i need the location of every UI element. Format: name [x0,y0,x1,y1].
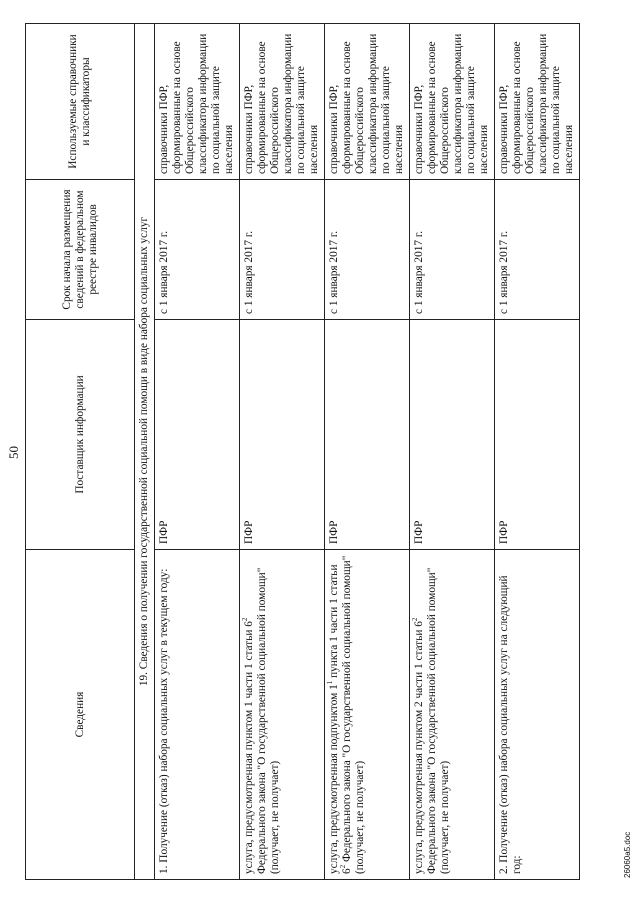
dictionary-cell: справочники ПФР, сформированные на основе Общероссийского классификатора информации по социальной защите населения [240,24,325,180]
info-text: услуга, предусмотренная пунктом 2 части 1 статьи 6 [413,621,425,874]
header-info: Сведения [26,550,135,880]
table-row [155,24,240,880]
header-start: Срок начала размещения сведений в федеральном реестре инвалидов [26,180,135,320]
info-text: услуга, предусмотренная пунктом 1 части 1 статьи 6 [243,621,255,874]
section-title: 19. Сведения о получении государственной социальной помощи в виде набора социальных услуг [135,24,155,880]
dictionary-cell: справочники ПФР, сформированные на основе Общероссийского классификатора информации по социальной защите населения [155,24,240,180]
info-text: пункта 1 части 1 статьи 6 [328,564,353,874]
superscript: 2 [241,617,250,622]
provider-cell: ПФР [495,320,580,550]
file-code: 26060a5.doc [623,831,632,878]
superscript: 2 [339,864,348,869]
info-cell [240,550,325,880]
table-row [240,24,325,880]
info-text: услуга, предусмотренная подпунктом 1 [328,684,340,874]
info-text: Федерального закона "О государственной социальной помощи" (получает, не получает) [426,567,451,874]
info-text: Федерального закона "О государственной социальной помощи" (получает, не получает) [341,555,366,874]
superscript: 1 [326,680,335,685]
header-dictionaries: Используемые справочники и классификаторы [26,24,135,180]
start-cell: с 1 января 2017 г. [325,180,410,320]
header-provider: Поставщик информации [26,320,135,550]
provider-cell: ПФР [155,320,240,550]
table-row [495,24,580,880]
dictionary-cell: справочники ПФР, сформированные на основе Общероссийского классификатора информации по социальной защите населения [495,24,580,180]
info-text: Федерального закона "О государственной социальной помощи" (получает, не получает) [256,567,281,874]
provider-cell: ПФР [410,320,495,550]
dictionary-cell: справочники ПФР, сформированные на основе Общероссийского классификатора информации по социальной защите населения [325,24,410,180]
table-row [325,24,410,880]
start-cell: с 1 января 2017 г. [410,180,495,320]
provider-cell: ПФР [325,320,410,550]
info-cell: 2. Получение (отказ) набора социальных услуг на следующий год: [495,550,580,880]
dictionary-cell: справочники ПФР, сформированные на основе Общероссийского классификатора информации по социальной защите населения [410,24,495,180]
info-cell [410,550,495,880]
info-cell [325,550,410,880]
info-table [25,23,580,880]
page-number: 50 [6,446,21,459]
info-cell: 1. Получение (отказ) набора социальных услуг в текущем году: [155,550,240,880]
table-header-row [26,24,135,880]
table-row [410,24,495,880]
section-row [135,24,155,880]
provider-cell: ПФР [240,320,325,550]
superscript: 2 [411,617,420,622]
start-cell: с 1 января 2017 г. [495,180,580,320]
start-cell: с 1 января 2017 г. [155,180,240,320]
start-cell: с 1 января 2017 г. [240,180,325,320]
